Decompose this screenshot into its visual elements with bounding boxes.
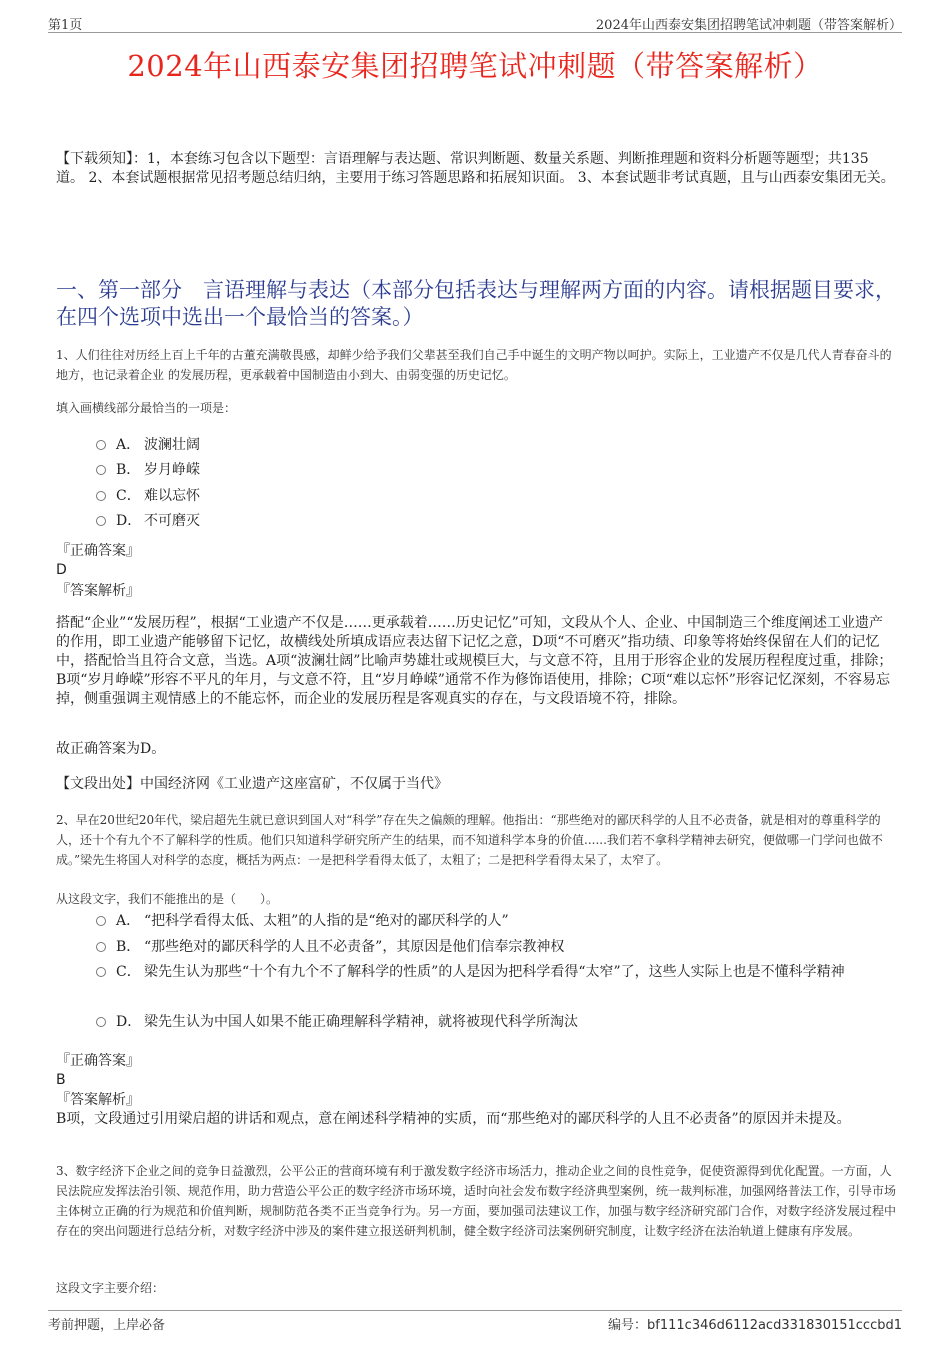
code-label: 编号： [608, 1318, 648, 1333]
option-text: “那些绝对的鄙厌科学的人且不必责备”，其原因是他们信奉宗教神权 [144, 939, 565, 955]
option-text: 难以忘怀 [144, 488, 200, 504]
section-heading: 一、第一部分 言语理解与表达（本部分包括表达与理解两方面的内容。请根据题目要求，在四个选项中选出一个最恰当的答案。） [56, 278, 896, 329]
page-footer [48, 1310, 902, 1331]
q3-stem: 3、数字经济下企业之间的竞争日益激烈，公平公正的营商环境有利于激发数字经济市场活力，推动企业之间的良性竞争，促使资源得到优化配置。一方面，人民法院应发挥法治引领、规范作用，助力营造公平公正的数字经济市场环境，适时向社会发布数字经济典型案例，统一裁判标准，加强网络普法工作，引导市场主体树立正确的行为规范和价值判断，规制防范各类不正当竞争行为。另一方面，要加强司法建议工作，加强与数字经济研究部门合作，对数字经济发展过程中存在的突出问题进行总结分析，对数字经济中涉及的案件建立报送研判机制，健全数字经济司法案例研究制度，让数字经济在法治轨道上健康有序发展。 [56, 1164, 897, 1238]
option-key: D． [116, 513, 142, 529]
option-key: A． [116, 913, 141, 929]
q2-option-b[interactable] [96, 935, 896, 960]
radio-icon[interactable] [96, 465, 106, 475]
document-title: 2024年山西泰安集团招聘笔试冲刺题（带答案解析） [127, 49, 823, 83]
q1-option-d[interactable] [96, 509, 896, 534]
footer-note: 考前押题，上岸必备 [48, 1318, 166, 1333]
page-header [48, 14, 902, 33]
option-key: B． [116, 939, 141, 955]
q2-analysis: B项，文段通过引用梁启超的讲话和观点，意在阐述科学精神的实质，而“那些绝对的鄙厌科学的人且不必责备”的原因并未提及。 [56, 1111, 851, 1127]
q2-stem: 2、早在20世纪20年代，梁启超先生就已意识到国人对“科学”存在失之偏颇的理解。他指出：“那些绝对的鄙厌科学的人且不必责备，就是相对的尊重科学的人，还十个有九个不了解科学的性质。他们只知道科学研究所产生的结果，而不知道科学本身的价值......我们若不拿科学精神去研究，便做哪一门学问也做不成。”梁先生将国人对科学的态度，概括为两点：一是把科学看得太低了，太粗了；二是把科学看得太呆了，太窄了。 [56, 813, 883, 867]
q1-option-b[interactable] [96, 458, 896, 483]
header-doc-title: 2024年山西泰安集团招聘笔试冲刺题（带答案解析） [595, 18, 902, 33]
option-key: B． [116, 462, 141, 478]
document-code [608, 1314, 902, 1333]
option-text: 岁月峥嵘 [144, 462, 200, 478]
q2-option-d[interactable] [96, 1010, 896, 1035]
q1-option-a[interactable] [96, 433, 896, 458]
option-key: C． [116, 964, 141, 980]
q2-prompt: 从这段文字，我们不能推出的是（ ）。 [56, 892, 279, 906]
page-number: 第1页 [48, 18, 83, 33]
radio-icon[interactable] [96, 440, 106, 450]
q2-analysis-label: 『答案解析』 [56, 1092, 140, 1108]
q2-answer-label: 『正确答案』 [56, 1053, 140, 1069]
radio-icon[interactable] [96, 1017, 106, 1027]
option-text: 不可磨灭 [144, 513, 200, 529]
q1-analysis: 搭配“企业”“发展历程”，根据“工业遗产不仅是……更承载着……历史记忆”可知，文段从个人、企业、中国制造三个维度阐述工业遗产的作用，即工业遗产能够留下记忆，故横线处所填成语应表达留下记忆之意，D项“不可磨灭”指功绩、印象等将始终保留在人们的记忆中，搭配恰当且符合文意，当选。A项“波澜壮阔”比喻声势雄壮或规模巨大，与文意不符，且用于形容企业的发展历程程度过重，排除；B项“岁月峥嵘”形容不平凡的年月，与文意不符，且“岁月峥嵘”通常不作为修饰语使用，排除；C项“难以忘怀”形容记忆深刻，不容易忘掉，侧重强调主观情感上的不能忘怀，而企业的发展历程是客观真实的存在，与文段语境不符，排除。 [56, 615, 893, 707]
option-text: “把科学看得太低、太粗”的人指的是“绝对的鄙厌科学的人” [144, 913, 509, 929]
radio-icon[interactable] [96, 942, 106, 952]
option-text: 波澜壮阔 [144, 437, 200, 453]
radio-icon[interactable] [96, 491, 106, 501]
q2-answer: B [56, 1072, 66, 1088]
q1-source: 【文段出处】中国经济网《工业遗产这座富矿，不仅属于当代》 [56, 776, 448, 792]
q1-analysis-label: 『答案解析』 [56, 583, 140, 599]
download-notice: 【下载须知】：1，本套练习包含以下题型：言语理解与表达题、常识判断题、数量关系题、判断推理题和资料分析题等题型；共135道。 2、本套试题根据常见招考题总结归纳，主要用于练习答题思路和拓展知识面。 3、本套试题非考试真题，且与山西泰安集团无关。 [56, 151, 895, 186]
option-key: D． [116, 1014, 142, 1030]
q1-answer-label: 『正确答案』 [56, 543, 140, 559]
q1-answer: D [56, 562, 67, 578]
radio-icon[interactable] [96, 516, 106, 526]
code-value: bf111c346d6112acd331830151cccbd1 [647, 1318, 902, 1333]
q1-conclusion: 故正确答案为D。 [56, 741, 166, 757]
option-key: A． [116, 437, 141, 453]
q1-prompt: 填入画横线部分最恰当的一项是： [56, 401, 237, 415]
q3-prompt: 这段文字主要介绍： [56, 1281, 165, 1295]
option-text: 梁先生认为中国人如果不能正确理解科学精神，就将被现代科学所淘汰 [144, 1014, 578, 1030]
q2-option-a[interactable] [96, 909, 896, 934]
q2-option-c[interactable] [96, 960, 896, 985]
radio-icon[interactable] [96, 916, 106, 926]
q1-option-c[interactable] [96, 484, 896, 509]
q1-stem: 1、人们往往对历经上百上千年的古董充满敬畏感，却鲜少给予我们父辈甚至我们自己手中诞生的文明产物以呵护。实际上，工业遗产不仅是几代人青春奋斗的地方，也记录着企业 的发展历程，更承载着中国制造由小到大、由弱变强的历史记忆。 [56, 348, 892, 382]
option-key: C． [116, 488, 141, 504]
radio-icon[interactable] [96, 967, 106, 977]
option-text: 梁先生认为那些“十个有九个不了解科学的性质”的人是因为把科学看得“太窄”了，这些人实际上也是不懂科学精神 [144, 964, 845, 980]
